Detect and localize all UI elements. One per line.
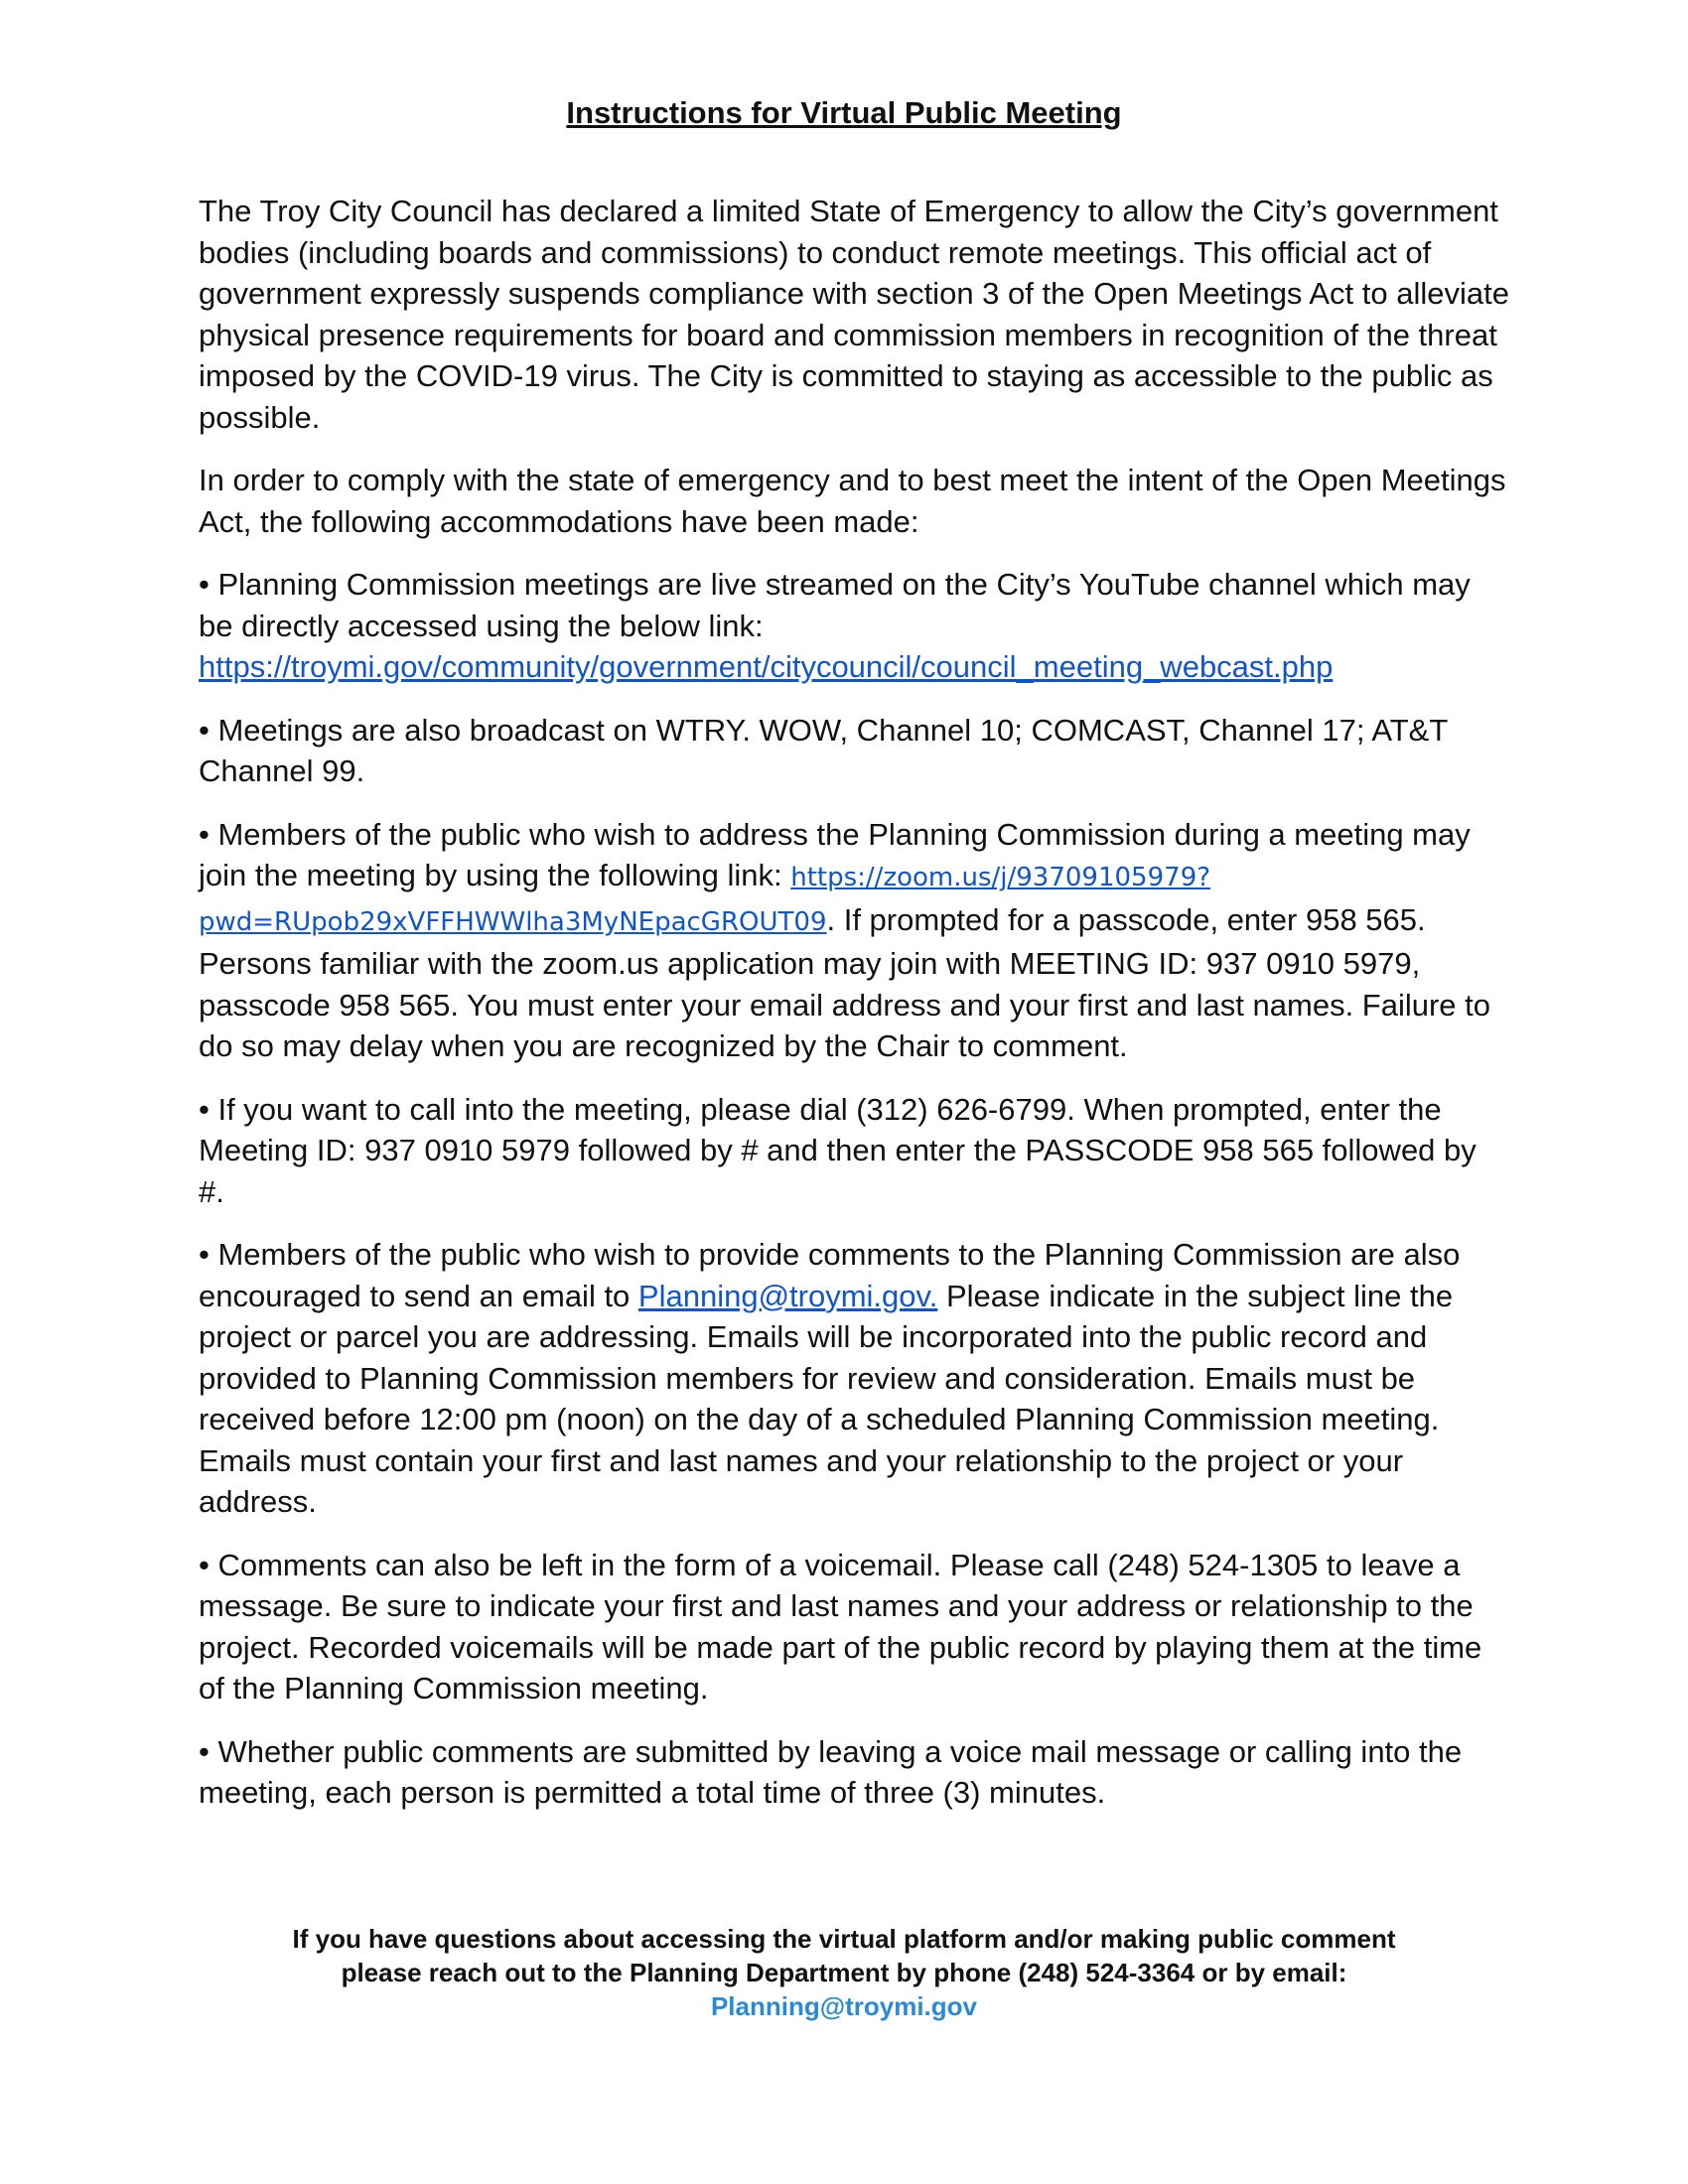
footer-email-link[interactable]: Planning@troymi.gov — [710, 1991, 978, 2021]
bullet-zoom-text: • Members of the public who wish to address the Planning Commission during a meeting may join the meeting by using the following link: — [199, 816, 1471, 892]
planning-email-link[interactable]: Planning@troymi.gov. — [637, 1278, 938, 1313]
bullet-youtube-text: • Planning Commission meetings are live streamed on the City’s YouTube channel which may be directly accessed using the below link: — [199, 567, 1471, 643]
bullet-email — [199, 1234, 1509, 1523]
page-title: Instructions for Virtual Public Meeting — [566, 95, 1122, 130]
zoom-meeting-link[interactable]: https://zoom.us/j/93709105979?pwd=RUpob29xVFFHWWlha3MyNEpacGROUT09 — [199, 863, 1211, 937]
bullet-time-limit: • Whether public comments are submitted by leaving a voice mail message or calling into the meeting, each person is permitted a total time of three (3) minutes. — [199, 1733, 1463, 1810]
bullet-email-text-before: • Members of the public who wish to provide comments to the Planning Commission are also encouraged to send an email to — [199, 1237, 1461, 1313]
bullet-zoom-rest: . If prompted for a passcode, enter 958 565. Persons familiar with the zoom.us application may join with MEETING ID: 937 0910 5979, passcode 958 565. You must enter your email address and your first and last names. Failure to do so may delay when you are recognized by the Chair to comment. — [199, 901, 1491, 1063]
intro-paragraph-1: The Troy City Council has declared a limited State of Emergency to allow the City’s government bodies (including boards and commissions) to conduct remote meetings. This official act of government expressly suspends compliance with section 3 of the Open Meetings Act to alleviate physical presence requirements for board and commission members in recognition of the threat imposed by the COVID-19 virus. The City is committed to staying as accessible to the public as possible. — [199, 194, 1509, 435]
intro-paragraph-2: In order to comply with the state of emergency and to best meet the intent of the Open Meetings Act, the following accommodations have been made: — [199, 463, 1506, 539]
footer-line-2: please reach out to the Planning Department by phone (248) 524-3364 or by email: — [341, 1958, 1347, 1987]
contact-footer — [199, 1922, 1489, 2023]
bullet-zoom — [199, 814, 1509, 1067]
youtube-webcast-link[interactable]: https://troymi.gov/community/government/citycouncil/council_meeting_webcast.php — [199, 649, 1334, 684]
bullet-voicemail: • Comments can also be left in the form of a voicemail. Please call (248) 524-1305 to leave a message. Be sure to indicate your first and last names and your address or relationship to the project. Recorded voicemails will be made part of the public record by playing them at the time of the Planning Commission meeting. — [199, 1547, 1482, 1706]
document-body — [199, 95, 1509, 1836]
bullet-broadcast: • Meetings are also broadcast on WTRY. WOW, Channel 10; COMCAST, Channel 17; AT&T Channel 99. — [199, 712, 1448, 788]
bullet-youtube — [199, 564, 1509, 688]
bullet-email-text-after: Please indicate in the subject line the project or parcel you are addressing. Emails will be incorporated into the public record and provided to Planning Commission members for review and consideration. Emails must be received before 12:00 pm (noon) on the day of a scheduled Planning Commission meeting. Emails must contain your first and last names and your relationship to the project or your address. — [199, 1278, 1454, 1519]
footer-line-1: If you have questions about accessing the virtual platform and/or making public comment — [292, 1924, 1396, 1954]
bullet-phone: • If you want to call into the meeting, please dial (312) 626-6799. When prompted, enter the Meeting ID: 937 0910 5979 followed by # and then enter the PASSCODE 958 565 followed by #. — [199, 1091, 1477, 1209]
